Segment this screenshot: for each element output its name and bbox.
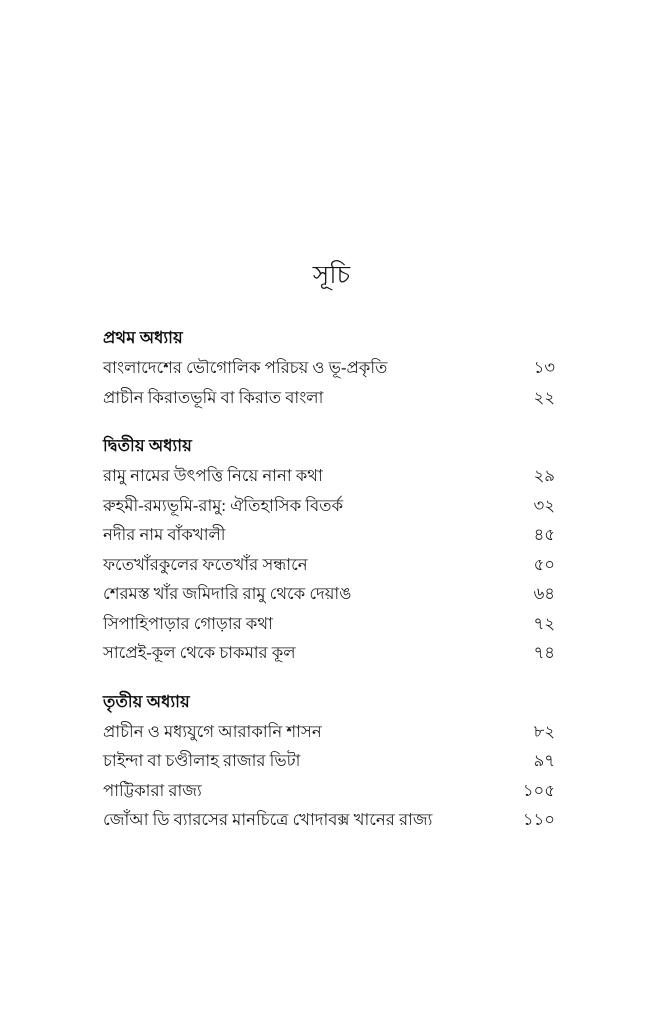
chapter-section <box>103 431 555 668</box>
toc-entry-page-number: ১০৫ <box>522 780 555 800</box>
toc-entry[interactable] <box>103 550 555 580</box>
toc-entry[interactable] <box>103 609 555 639</box>
toc-entry-page-number: ৫০ <box>533 554 555 574</box>
toc-entry[interactable] <box>103 383 555 413</box>
toc-entry-title: সাপ্রেই-কূল থেকে চাকমার কূল <box>103 643 296 662</box>
toc-entry-title: রুহমী-রম্যভূমি-রামু: ঐতিহাসিক বিতর্ক <box>103 495 344 515</box>
toc-entry-page-number: ৯৭ <box>533 751 555 770</box>
toc-entry[interactable] <box>103 805 555 835</box>
toc-entry-page-number: ১১০ <box>522 810 555 829</box>
toc-entry-title: বাংলাদেশের ভৌগোলিক পরিচয় ও ভূ-প্রকৃতি <box>103 358 388 377</box>
chapter-heading: প্রথম অধ্যায় <box>103 328 183 347</box>
toc-entry-title: রামু নামের উৎপত্তি নিয়ে নানা কথা <box>103 466 323 485</box>
toc-entry-page-number: ৩২ <box>533 495 555 515</box>
toc-entry[interactable] <box>103 579 555 609</box>
toc-entry-title: পাট্টিকারা রাজ্য <box>103 780 202 800</box>
table-of-contents <box>103 323 555 835</box>
chapter-entry-list <box>103 717 555 835</box>
toc-entry-title: নদীর নাম বাঁকখালী <box>103 525 226 544</box>
toc-entry-page-number: ২২ <box>533 387 555 407</box>
toc-entry-title: জোঁআ ডি ব্যারসের মানচিত্রে খোদাবক্স খানের রাজ্য <box>103 810 433 829</box>
toc-entry-page-number: ২৯ <box>533 466 555 485</box>
toc-entry-page-number: ৬৪ <box>533 584 555 603</box>
toc-entry-title: ফতেখাঁরকুলের ফতেখাঁর সন্ধানে <box>103 554 308 574</box>
toc-entry-title: শেরমস্ত খাঁর জমিদারি রামু থেকে দেয়াঙ <box>103 584 352 603</box>
chapter-heading: দ্বিতীয় অধ্যায় <box>103 436 192 455</box>
chapter-entry-list <box>103 461 555 668</box>
chapter-section <box>103 323 555 412</box>
toc-entry[interactable] <box>103 638 555 668</box>
toc-entry-page-number: ৭৪ <box>533 643 555 662</box>
toc-entry-page-number: ১৩ <box>533 358 555 377</box>
toc-entry[interactable] <box>103 776 555 806</box>
toc-entry[interactable] <box>103 746 555 776</box>
toc-entry[interactable] <box>103 520 555 550</box>
page-title: সূচি <box>312 262 351 289</box>
toc-entry-title: সিপাহিপাড়ার গোড়ার কথা <box>103 613 273 633</box>
toc-entry[interactable] <box>103 461 555 491</box>
toc-entry[interactable] <box>103 353 555 383</box>
toc-entry[interactable] <box>103 491 555 521</box>
toc-entry-title: প্রাচীন কিরাতভূমি বা কিরাত বাংলা <box>103 387 324 407</box>
chapter-section <box>103 687 555 835</box>
toc-entry[interactable] <box>103 717 555 747</box>
chapter-heading: তৃতীয় অধ্যায় <box>103 691 190 711</box>
toc-entry-title: চাইন্দা বা চণ্ডীলাহ রাজার ভিটা <box>103 751 301 770</box>
toc-entry-title: প্রাচীন ও মধ্যযুগে আরাকানি শাসন <box>103 721 322 741</box>
toc-entry-page-number: ৮২ <box>533 721 555 741</box>
chapter-entry-list <box>103 353 555 412</box>
toc-entry-page-number: ৪৫ <box>533 525 555 544</box>
toc-entry-page-number: ৭২ <box>533 613 555 633</box>
